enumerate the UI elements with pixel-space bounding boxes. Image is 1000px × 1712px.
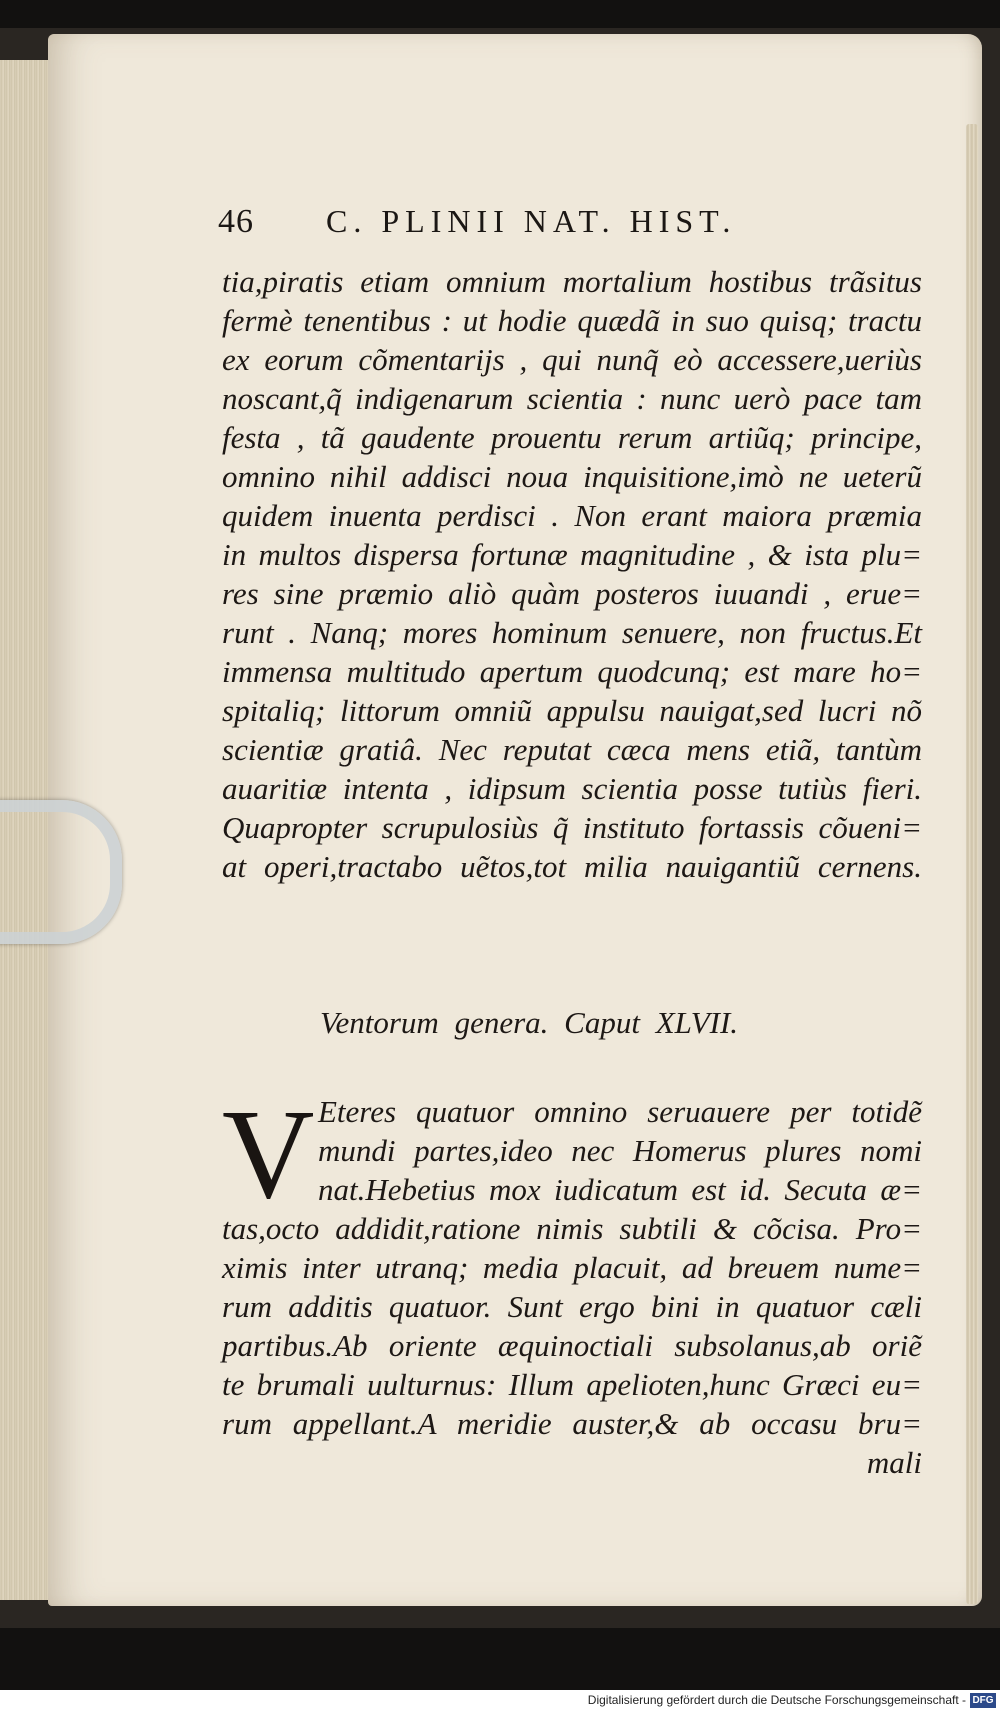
text-line: omnino nihil addisci noua inquisitione,imò ne ueterũ xyxy=(222,459,922,494)
text-line: noscant,q̃ indigenarum scientia : nunc uerò pace tam xyxy=(222,381,922,416)
text-line: mundi partes,ideo nec Homerus plures nomi xyxy=(318,1133,922,1168)
text-line: spitaliq; littorum omniũ appulsu nauigat,sed lucri nõ xyxy=(222,693,922,728)
text-line: runt . Nanq; mores hominum senuere, non fructus.Et xyxy=(222,615,922,650)
dfg-logo: DFG xyxy=(970,1693,996,1708)
page-header xyxy=(218,203,818,255)
text-line: ximis inter utranq; media placuit, ad breuem nume= xyxy=(222,1250,922,1285)
text-line: scientiæ gratiâ. Nec reputat cæca mens etiã, tantùm xyxy=(222,732,922,767)
text-line: festa , tã gaudente prouentu rerum artiũq; principe, xyxy=(222,420,922,455)
text-line: auaritiæ intenta , idipsum scientia posse tutiùs fieri. xyxy=(222,771,922,806)
text-line: te brumali uulturnus: Illum apelioten,hunc Græci eu= xyxy=(222,1367,922,1402)
chapter-text-block xyxy=(222,1083,922,1482)
text-line: quidem inuenta perdisci . Non erant maiora præmia xyxy=(222,498,922,533)
text-line: partibus.Ab oriente æquinoctiali subsolanus,ab oriẽ xyxy=(222,1328,922,1363)
page-holder-clip xyxy=(0,800,122,944)
text-line: rum appellant.A meridie auster,& ab occasu bru= xyxy=(222,1406,922,1441)
text-line: rum additis quatuor. Sunt ergo bini in quatuor cæli xyxy=(222,1289,922,1324)
text-line: res sine præmio aliò quàm posteros iuuandi , erue= xyxy=(222,576,922,611)
digitization-credit: Digitalisierung gefördert durch die Deutsche Forschungsgemeinschaft - xyxy=(587,1693,966,1707)
main-text-block xyxy=(222,262,922,886)
text-line: at operi,tractabo uẽtos,tot milia nauigantiũ cernens. xyxy=(222,849,922,884)
text-line: ex eorum cõmentarijs , qui nunq̃ eò accessere,ueriùs xyxy=(222,342,922,377)
running-title: C. PLINII NAT. HIST. xyxy=(326,203,737,239)
text-line: nat.Hebetius mox iudicatum est id. Secuta æ= xyxy=(318,1172,922,1207)
footer-bar xyxy=(0,1690,1000,1712)
chapter-heading: Ventorum genera. Caput XLVII. xyxy=(320,1005,739,1040)
page-number: 46 xyxy=(218,203,254,240)
drop-cap: V xyxy=(222,1083,315,1225)
right-page-edge xyxy=(966,124,978,1604)
text-line: tia,piratis etiam omnium mortalium hostibus trãsitus xyxy=(222,264,922,299)
text-line: immensa multitudo apertum quodcunq; est mare ho= xyxy=(222,654,922,689)
text-line: in multos dispersa fortunæ magnitudine , & ista plu= xyxy=(222,537,922,572)
text-line: Quapropter scrupulosiùs q̃ instituto fortassis cõueni= xyxy=(222,810,922,845)
text-line: tas,octo addidit,ratione nimis subtili & cõcisa. Pro= xyxy=(222,1211,922,1246)
text-line: Eteres quatuor omnino seruauere per totidẽ xyxy=(318,1094,922,1129)
catchword: mali xyxy=(866,1445,922,1480)
text-line: fermè tenentibus : ut hodie quædã in suo quisq; tractu xyxy=(222,303,922,338)
